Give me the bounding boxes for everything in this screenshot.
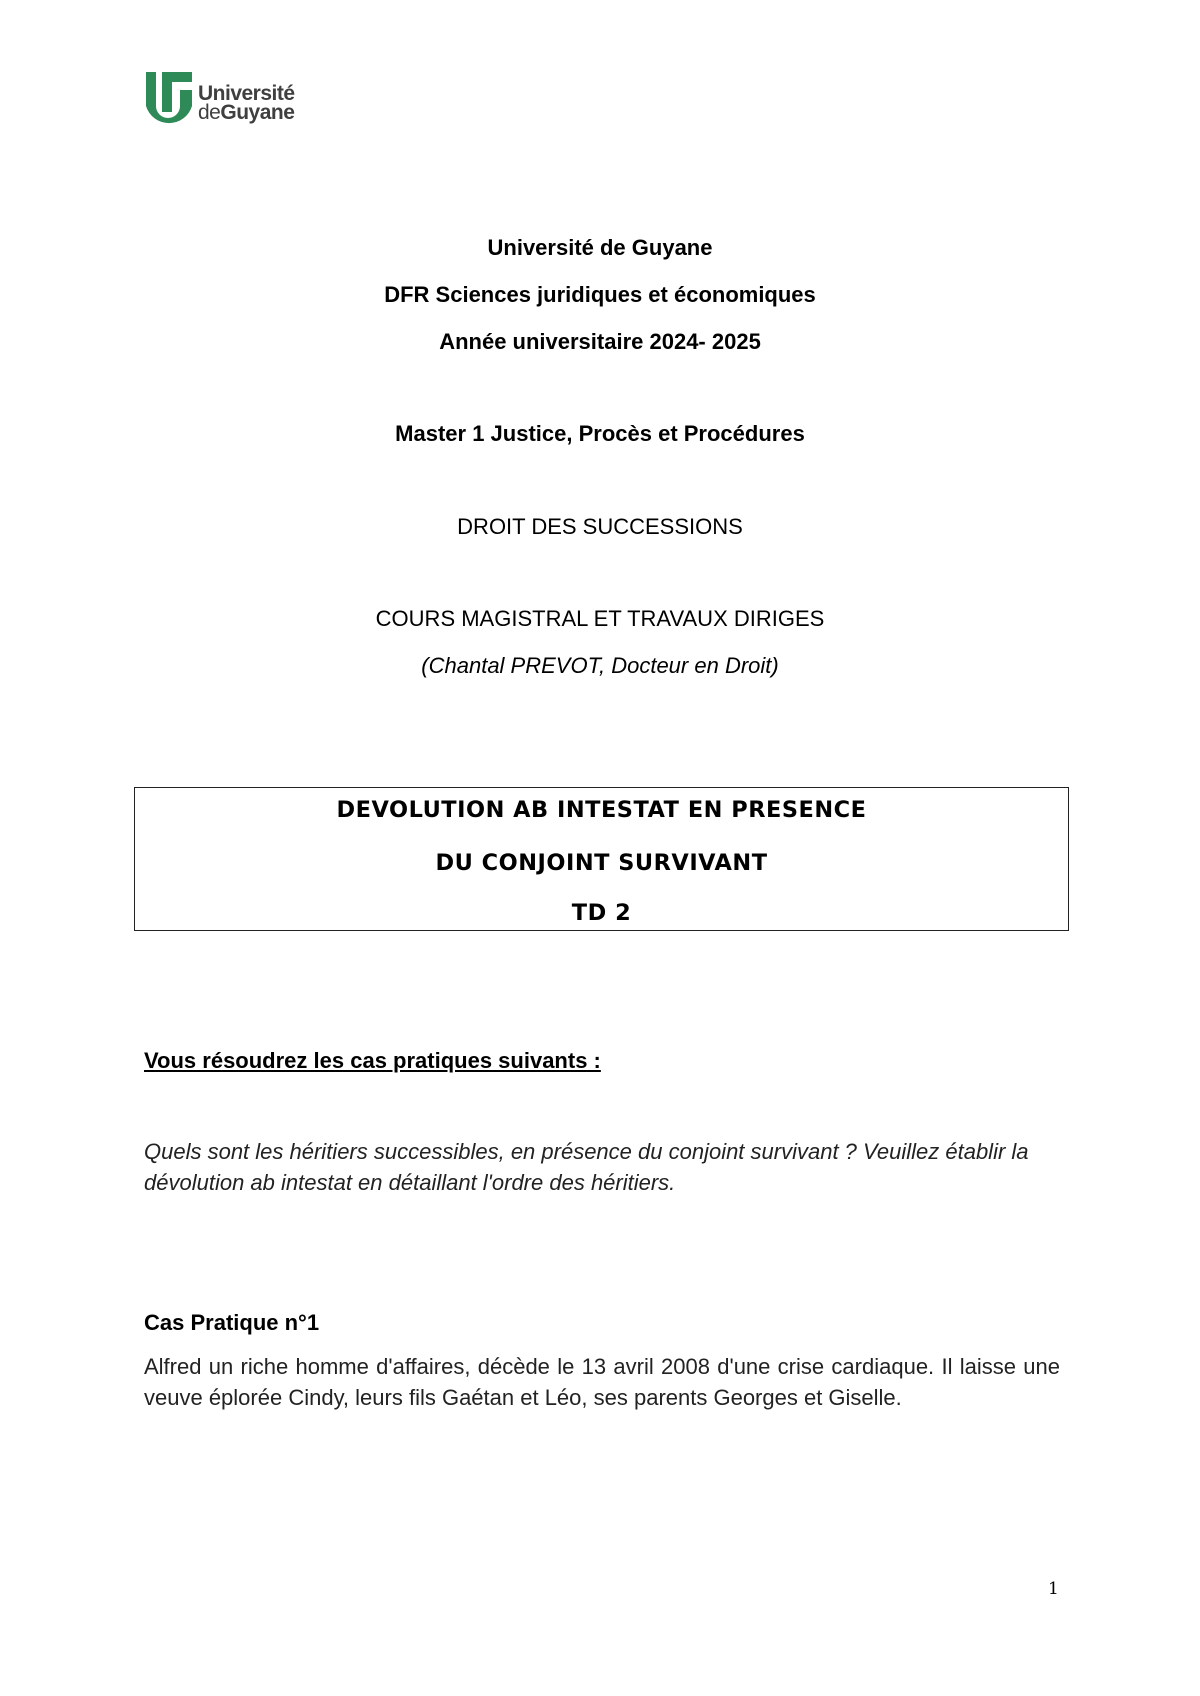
logo-wordmark — [198, 84, 295, 122]
logo-line-2 — [198, 103, 295, 122]
course-title: DROIT DES SUCCESSIONS — [457, 514, 743, 539]
logo-line-2-name: Guyane — [220, 101, 295, 124]
instructions-heading: Vous résoudrez les cas pratiques suivants : — [144, 1048, 601, 1073]
academic-year: Année universitaire 2024- 2025 — [439, 329, 761, 354]
logo-line-2-prefix: de — [198, 101, 221, 124]
course-type: COURS MAGISTRAL ET TRAVAUX DIRIGES — [375, 606, 825, 631]
case-1-text: Alfred un riche homme d'affaires, décède le 13 avril 2008 d'une crise cardiaque. Il laisse une veuve éplorée Cindy, leurs fils Gaétan et Léo, ses parents Georges et Giselle. — [144, 1354, 1060, 1410]
university-logo — [146, 72, 316, 132]
department-name: DFR Sciences juridiques et économiques — [384, 282, 816, 307]
university-logo-icon — [146, 72, 194, 130]
university-name: Université de Guyane — [487, 235, 713, 260]
td-title-line-2: DU CONJOINT SURVIVANT — [435, 851, 768, 876]
td-title-box — [134, 787, 1069, 931]
td-number: TD 2 — [571, 901, 632, 926]
question-text: Quels sont les héritiers successibles, en présence du conjoint survivant ? Veuillez établir la dévolution ab intestat en détaillant l'ordre des héritiers. — [144, 1139, 1029, 1195]
teacher-credit: (Chantal PREVOT, Docteur en Droit) — [421, 653, 779, 678]
case-1-title: Cas Pratique n°1 — [144, 1310, 320, 1335]
td-title-line-1: DEVOLUTION AB INTESTAT EN PRESENCE — [336, 798, 867, 823]
program-name: Master 1 Justice, Procès et Procédures — [395, 421, 805, 446]
page-number: 1 — [1048, 1579, 1059, 1599]
logo-line-1: Université — [198, 82, 295, 105]
